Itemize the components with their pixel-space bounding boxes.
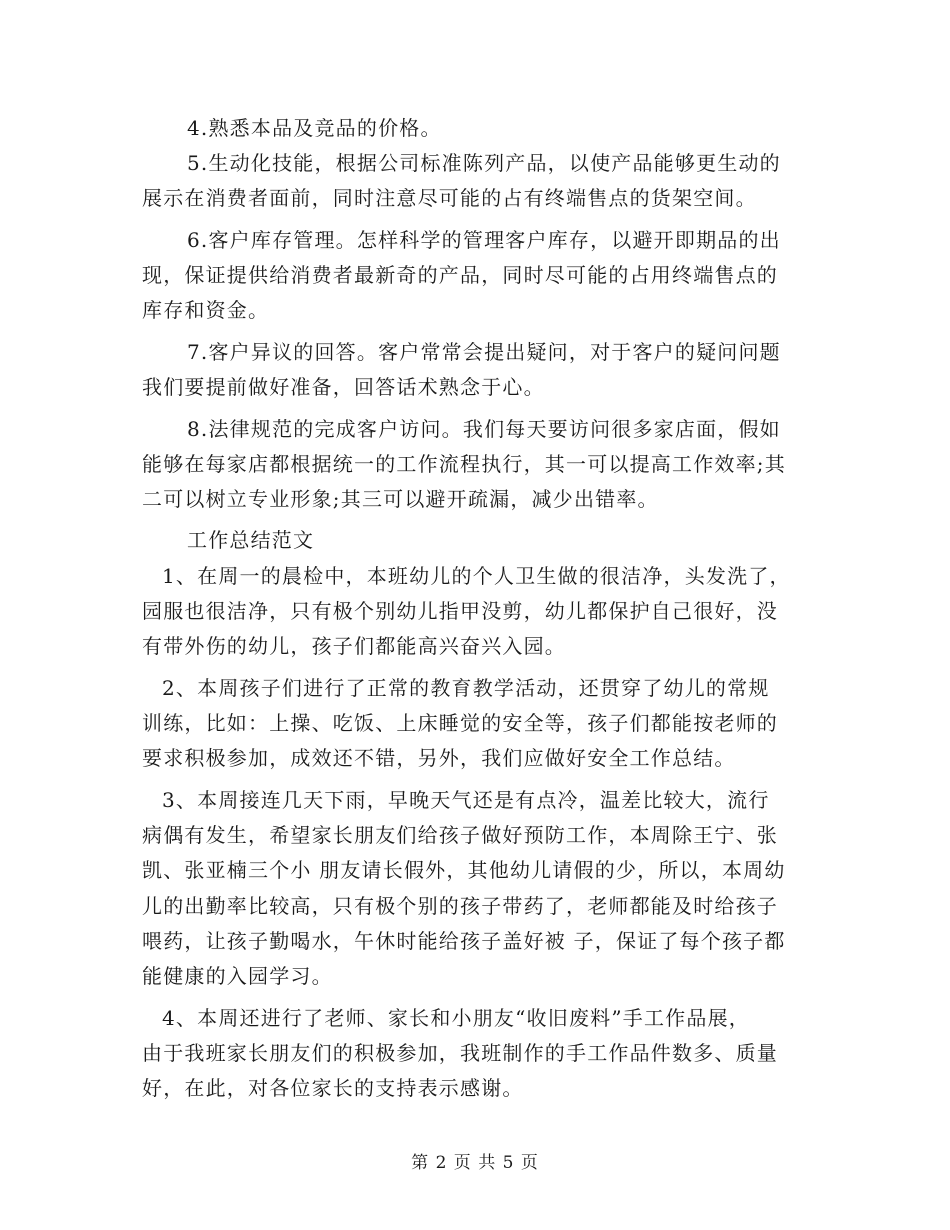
paragraph-line: 喂药，让孩子勤喝水，午休时能给孩子盖好被 子，保证了每个孩子都 (142, 929, 786, 953)
paragraph-line: 1、在周一的晨检中，本班幼儿的个人卫生做的很洁净，头发洗了， (162, 564, 791, 588)
paragraph-line: 6.客户库存管理。怎样科学的管理客户库存，以避开即期品的出 (187, 228, 781, 252)
page-number-footer: 第 2 页 共 5 页 (411, 1153, 539, 1173)
paragraph-line: 现，保证提供给消费者最新奇的产品，同时尽可能的占用终端售点的 (142, 263, 778, 287)
paragraph-line: 由于我班家长朋友们的积极参加，我班制作的手工作品件数多、质量 (142, 1041, 778, 1065)
paragraph-line: 展示在消费者面前，同时注意尽可能的占有终端售点的货架空间。 (142, 186, 757, 210)
paragraph-line: 儿的出勤率比较高，只有极个别的孩子带药了，老师都能及时给孩子 (142, 894, 778, 918)
paragraph-line: 4、本周还进行了老师、家长和小朋友“收旧废料”手工作品展， (162, 1006, 750, 1030)
paragraph-line: 有带外伤的幼儿，孩子们都能高兴奋兴入园。 (142, 634, 566, 658)
paragraph-line: 8.法律规范的完成客户访问。我们每天要访问很多家店面，假如 (187, 417, 781, 441)
paragraph-line: 能够在每家店都根据统一的工作流程执行，其一可以提高工作效率;其 (142, 452, 786, 476)
paragraph-line: 凯、张亚楠三个小 朋友请长假外，其他幼儿请假的少，所以，本周幼 (142, 858, 786, 882)
paragraph-line: 库存和资金。 (142, 298, 270, 322)
paragraph-line: 能健康的入园学习。 (142, 964, 333, 988)
paragraph-line: 二可以树立专业形象;其三可以避开疏漏，减少出错率。 (142, 487, 659, 511)
paragraph-line: 园服也很洁净，只有极个别幼儿指甲没剪，幼儿都保护自己很好，没 (142, 599, 778, 623)
paragraph-line: 训练，比如：上操、吃饭、上床睡觉的安全等，孩子们都能按老师的 (142, 711, 778, 735)
paragraph-line: 我们要提前做好准备，回答话术熟念于心。 (142, 375, 545, 399)
paragraph-line: 要求积极参加，成效还不错，另外，我们应做好安全工作总结。 (142, 746, 736, 770)
section-heading: 工作总结范文 (187, 528, 315, 552)
paragraph-line: 7.客户异议的回答。客户常常会提出疑问，对于客户的疑问问题 (187, 340, 781, 364)
paragraph-line: 4.熟悉本品及竞品的价格。 (187, 116, 442, 140)
paragraph-line: 3、本周接连几天下雨，早晚天气还是有点冷，温差比较大，流行 (162, 788, 770, 812)
paragraph-line: 5.生动化技能，根据公司标准陈列产品，以使产品能够更生动的 (187, 151, 781, 175)
paragraph-line: 2、本周孩子们进行了正常的教育教学活动，还贯穿了幼儿的常规 (162, 676, 770, 700)
paragraph-line: 好，在此，对各位家长的支持表示感谢。 (142, 1076, 524, 1100)
paragraph-line: 病偶有发生，希望家长朋友们给孩子做好预防工作，本周除王宁、张 (142, 823, 778, 847)
